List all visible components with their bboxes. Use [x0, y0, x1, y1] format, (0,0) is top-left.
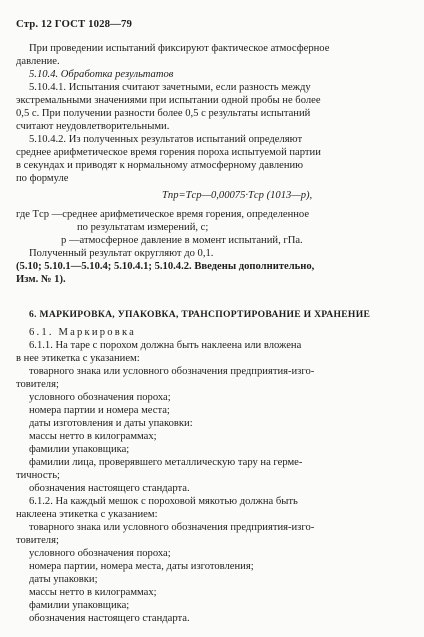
- amendment-note: (5.10; 5.10.1—5.10.4; 5.10.4.1; 5.10.4.2. Введены дополнительно,: [16, 261, 315, 272]
- paragraph-line: считают неудовлетворительными.: [16, 121, 170, 132]
- subsection-heading: 6.1. Маркировка: [29, 327, 137, 338]
- list-item: даты упаковки;: [29, 574, 98, 585]
- list-item: фамилии упаковщика;: [29, 600, 130, 611]
- page-header: Стр. 12 ГОСТ 1028—79: [16, 18, 133, 30]
- paragraph-line: среднее арифметическое время горения пороха испытуемой партии: [16, 147, 321, 158]
- formula-lhs: Tпр: [162, 190, 179, 201]
- list-item: номера партии, номера места, даты изготовления;: [29, 561, 254, 572]
- list-item: товителя;: [16, 379, 59, 390]
- definition-line: где Tср —среднее арифметическое время горения, определенное: [16, 209, 310, 220]
- paragraph-line: 5.10.4.2. Из полученных результатов испытаний определяют: [29, 134, 303, 145]
- definition-line: по результатам измерений, с;: [77, 222, 209, 233]
- list-item: условного обозначения пороха;: [29, 392, 171, 403]
- paragraph-line: 6.1.1. На таре с порохом должна быть наклеена или вложена: [29, 340, 302, 351]
- section-heading: 6. МАРКИРОВКА, УПАКОВКА, ТРАНСПОРТИРОВАНИЕ И ХРАНЕНИЕ: [29, 309, 371, 320]
- paragraph-line: в секундах и приводят к нормальному атмосферному давлению: [16, 160, 304, 171]
- paragraph-line: по формуле: [16, 173, 69, 184]
- list-item: фамилии лица, проверявшего металлическую тару на герме-: [29, 457, 303, 468]
- paragraph-line: экстремальными значениями при испытании одной пробы не более: [16, 95, 321, 106]
- paragraph-line: Полученный результат округляют до 0,1.: [29, 248, 214, 259]
- paragraph-line: 0,5 с. При получении разности более 0,5 с результаты испытаний: [16, 108, 311, 119]
- paragraph-line: 5.10.4.1. Испытания считают зачетными, если разность между: [29, 82, 311, 93]
- list-item: товарного знака или условного обозначения предприятия-изго-: [29, 366, 315, 377]
- list-item: номера партии и номера места;: [29, 405, 170, 416]
- paragraph-line: в нее этикетка с указанием:: [16, 353, 140, 364]
- subheading-line: 5.10.4. Обработка результатов: [29, 69, 174, 80]
- paragraph-line: При проведении испытаний фиксируют фактическое атмосферное: [29, 43, 330, 54]
- list-item: даты изготовления и даты упаковки:: [29, 418, 193, 429]
- list-item: обозначения настоящего стандарта.: [29, 613, 190, 624]
- amendment-note: Изм. № 1).: [16, 274, 66, 285]
- formula-rhs: =Tср—0,00075·Tср (1013—p),: [178, 190, 313, 201]
- list-item: массы нетто в килограммах;: [29, 587, 157, 598]
- list-item: товителя;: [16, 535, 59, 546]
- list-item: фамилии упаковщика;: [29, 444, 130, 455]
- list-item: массы нетто в килограммах;: [29, 431, 157, 442]
- list-item: товарного знака или условного обозначения предприятия-изго-: [29, 522, 315, 533]
- formula: [162, 189, 312, 202]
- paragraph-line: 6.1.2. На каждый мешок с пороховой мякотью должна быть: [29, 496, 298, 507]
- paragraph-line: наклеена этикетка с указанием:: [16, 509, 158, 520]
- list-item: обозначения настоящего стандарта.: [29, 483, 190, 494]
- list-item: условного обозначения пороха;: [29, 548, 171, 559]
- list-item: тичность;: [16, 470, 60, 481]
- paragraph-line: давление.: [16, 56, 60, 67]
- definition-line: p —атмосферное давление в момент испытаний, гПа.: [61, 235, 303, 246]
